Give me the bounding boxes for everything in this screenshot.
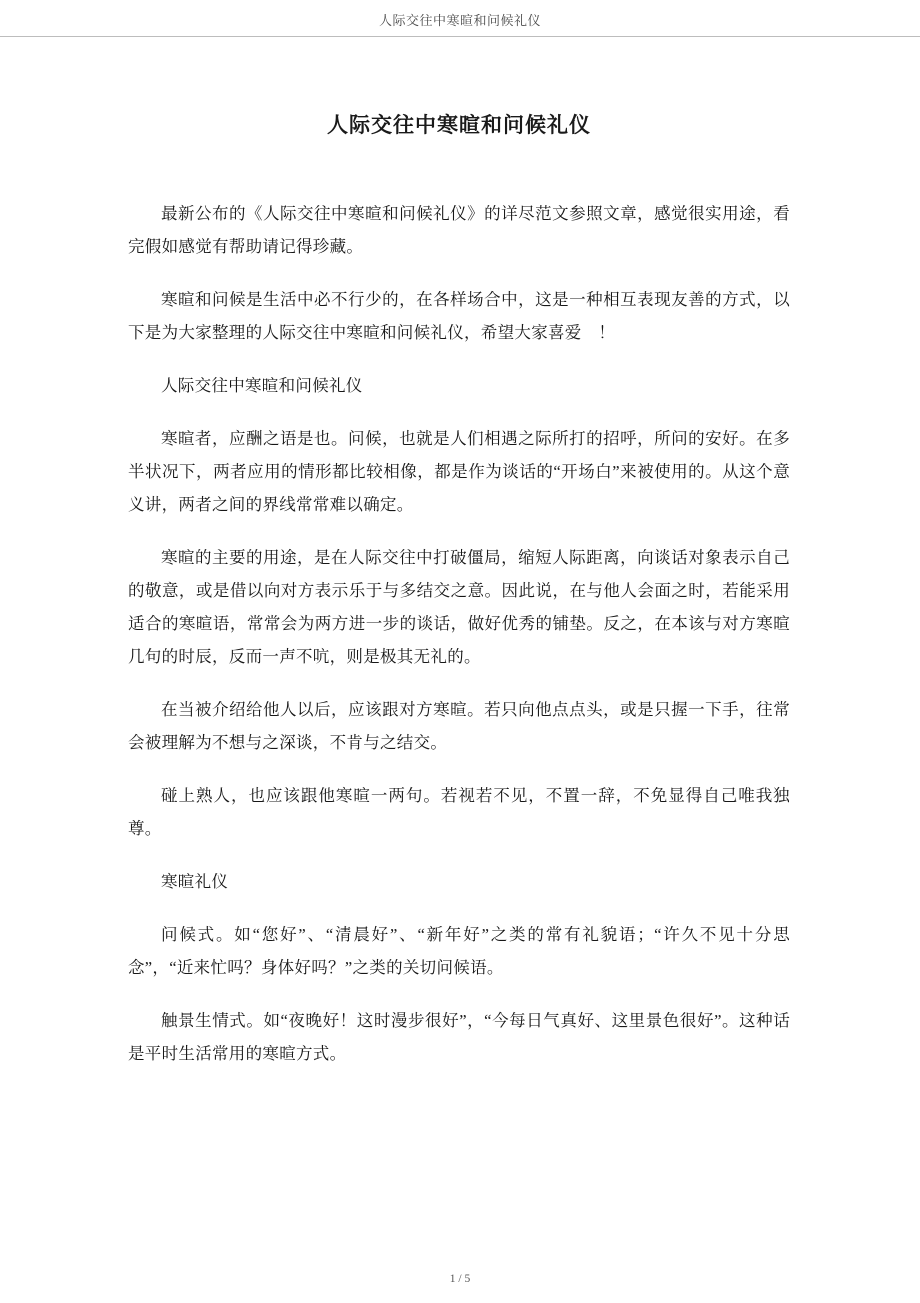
header-divider <box>0 36 920 37</box>
paragraph: 碰上熟人，也应该跟他寒暄一两句。若视若不见，不置一辞，不免显得自己唯我独尊。 <box>128 786 790 838</box>
page-footer <box>0 1273 920 1285</box>
paragraph: 最新公布的《人际交往中寒暄和问候礼仪》的详尽范文参照文章，感觉很实用途，看完假如感觉有帮助请记得珍藏。 <box>128 204 790 256</box>
paragraph: 问候式。如“您好”、“清晨好”、“新年好”之类的常有礼貌语；“许久不见十分思念”，“近来忙吗？身体好吗？”之类的关切问候语。 <box>128 925 790 977</box>
paragraph: 寒暄和问候是生活中必不行少的，在各样场合中，这是一种相互表现友善的方式，以下是为大家整理的人际交往中寒暄和问候礼仪，希望大家喜爱 ！ <box>128 290 790 342</box>
paragraph: 寒暄的主要的用途，是在人际交往中打破僵局，缩短人际距离，向谈话对象表示自己的敬意，或是借以向对方表示乐于与多结交之意。因此说，在与他人会面之时，若能采用适合的寒暄语，常常会为两方进一步的谈话，做好优秀的铺垫。反之，在本该与对方寒暄几句的时辰，反而一声不吭，则是极其无礼的。 <box>128 548 790 666</box>
paragraph: 寒暄者，应酬之语是也。问候，也就是人们相遇之际所打的招呼，所问的安好。在多半状况下，两者应用的情形都比较相像，都是作为谈话的“开场白”来被使用的。从这个意义讲，两者之间的界线常常难以确定。 <box>128 429 790 514</box>
page-header <box>0 0 920 29</box>
document-body <box>0 109 920 1070</box>
running-title: 人际交往中寒暄和问候礼仪 <box>378 13 541 28</box>
page-title: 人际交往中寒暄和问候礼仪 <box>327 113 591 137</box>
paragraph: 在当被介绍给他人以后，应该跟对方寒暄。若只向他点点头，或是只握一下手，往常会被理解为不想与之深谈，不肯与之结交。 <box>128 700 790 752</box>
page-number: 1 / 5 <box>449 1273 471 1285</box>
section-heading: 寒暄礼仪 <box>161 872 229 891</box>
section-heading: 人际交往中寒暄和问候礼仪 <box>161 376 363 395</box>
paragraph: 触景生情式。如“夜晚好！这时漫步很好”，“今每日气真好、这里景色很好”。这种话是平时生活常用的寒暄方式。 <box>128 1011 790 1063</box>
